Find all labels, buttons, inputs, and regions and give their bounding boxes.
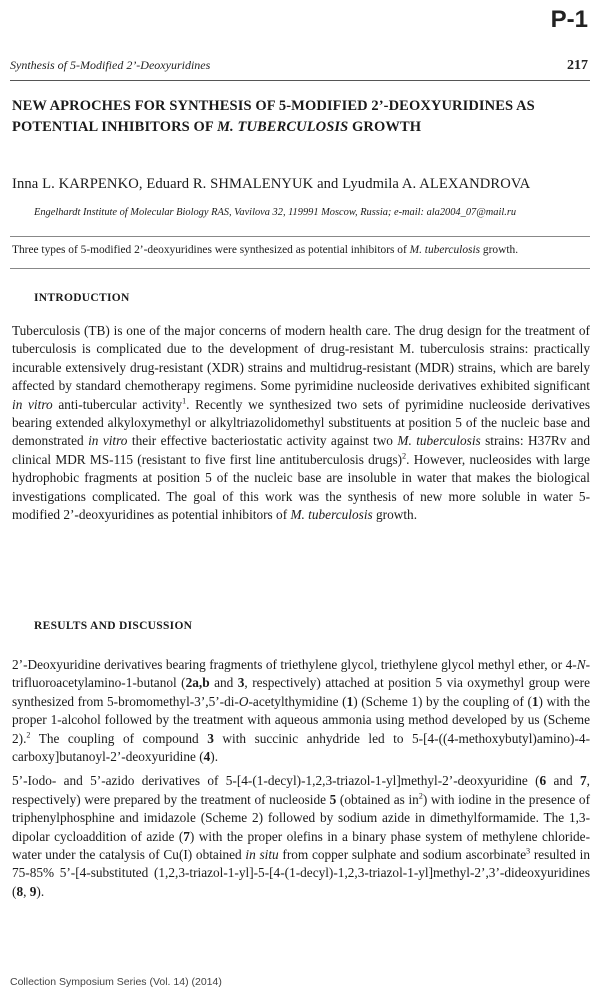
authors: Inna L. KARPENKO, Eduard R. SHMALENYUK and Lyudmila A. ALEXANDROVA: [12, 176, 531, 192]
page-number: 217: [567, 58, 588, 73]
running-head-title: Synthesis of 5-Modified 2’-Deoxyuridines: [10, 58, 211, 72]
paper-title: NEW APROCHES FOR SYNTHESIS OF 5-MODIFIED 2’-DEOXYURIDINES AS POTENTIAL INHIBITORS OF M. TUBERCULOSIS GROWTH: [12, 98, 535, 135]
abstract: Three types of 5-modified 2’-deoxyuridines were synthesized as potential inhibitors of M. tuberculosis growth.: [12, 244, 519, 256]
abstract-top-rule: [10, 236, 590, 237]
results-body: [12, 656, 590, 901]
results-paragraph-1: 2’-Deoxyuridine derivatives bearing fragments of triethylene glycol, triethylene glycol methyl ether, or 4-N-trifluoroacetylamino-1-butanol (2a,b and 3, respectively) attached at position 5 via oxymethyl group were synthesized from 5-bromomethyl-3’,5’-di-O-acetylthymidine (1) (Scheme 1) by the coupling of (1) with the proper 1-alcohol followed by the treatment with aqueous ammonia using method developed by us (Scheme 2).$^2$ The coupling of compound 3 with succinic anhydride led to 5-[4-((4-methoxybutyl)amino)-4-carboxy]butanoyl-2’-deoxyuridine (4).: [12, 657, 591, 765]
introduction-paragraph: Tuberculosis (TB) is one of the major concerns of modern health care. The drug design for the treatment of tuberculosis is complicated due to the development of drug-resistant M. tuberculosis strains: practically incurable extensively drug-resistant (XDR) strains and multidrug-resistant (MDR) strains, which are barely affected by standard chemotherapy regimens. Some pyrimidine nucleoside derivatives exhibited significant in vitro anti-tubercular activity$^1$. Recently we synthesized two sets of pyrimidine nucleoside derivatives bearing extended alkyloxymethyl or alkyltriazolidomethyl substituents at position 5 of the nucleic base and demonstrated in vitro their effective bacteriostatic activity against two M. tuberculosis strains: H37Rv and clinical MDR MS-115 (resistant to five first line antituberculosis drugs)$^2$. However, nucleosides with large hydrophobic fragments at position 5 of the nucleic base are insoluble in water that makes the biological investigations complicated. The goal of this work was the synthesis of new more soluble in water 5-modified 2’-deoxyuridines as potential inhibitors of M. tuberculosis growth.: [12, 323, 590, 523]
citation-ref: 2: [26, 730, 31, 740]
citation-ref: 1: [182, 396, 187, 406]
header-rule: [10, 80, 590, 81]
section-heading-results: RESULTS AND DISCUSSION: [34, 620, 193, 632]
footer: Collection Symposium Series (Vol. 14) (2014): [10, 976, 222, 988]
page-id: P-1: [550, 6, 588, 33]
section-heading-introduction: INTRODUCTION: [34, 292, 130, 304]
running-head: [10, 58, 588, 74]
abstract-bottom-rule: [10, 268, 590, 269]
citation-ref: 3: [526, 846, 531, 856]
affiliation: Engelhardt Institute of Molecular Biology RAS, Vavilova 32, 119991 Moscow, Russia; e-mail: ala2004_07@mail.ru: [34, 207, 517, 218]
citation-ref: 2: [418, 791, 423, 801]
citation-ref: 2: [402, 451, 407, 461]
results-paragraph-2: 5’-Iodo- and 5’-azido derivatives of 5-[4-(1-decyl)-1,2,3-triazol-1-yl]methyl-2’-deoxyuridine (6 and 7, respectively) were prepared by the treatment of nucleoside 5 (obtained as $in^2$) with iodine in the presence of triphenylphosphine and imidazole (Scheme 2) followed by sodium azide in dimethylformamide. The 1,3-dipolar cycloaddition of azide (7) with the proper olefins in a binary phase system of methylene chloride-water under the catalysis of Cu(I) obtained in situ from copper sulphate and sodium ascorbinate$^3$ resulted in 75-85% 5’-[4-substituted (1,2,3-triazol-1-yl]-5-[4-(1-decyl)-1,2,3-triazol-1-yl]methyl-2’,3’-dideoxyuridines (8, 9).: [12, 773, 591, 899]
